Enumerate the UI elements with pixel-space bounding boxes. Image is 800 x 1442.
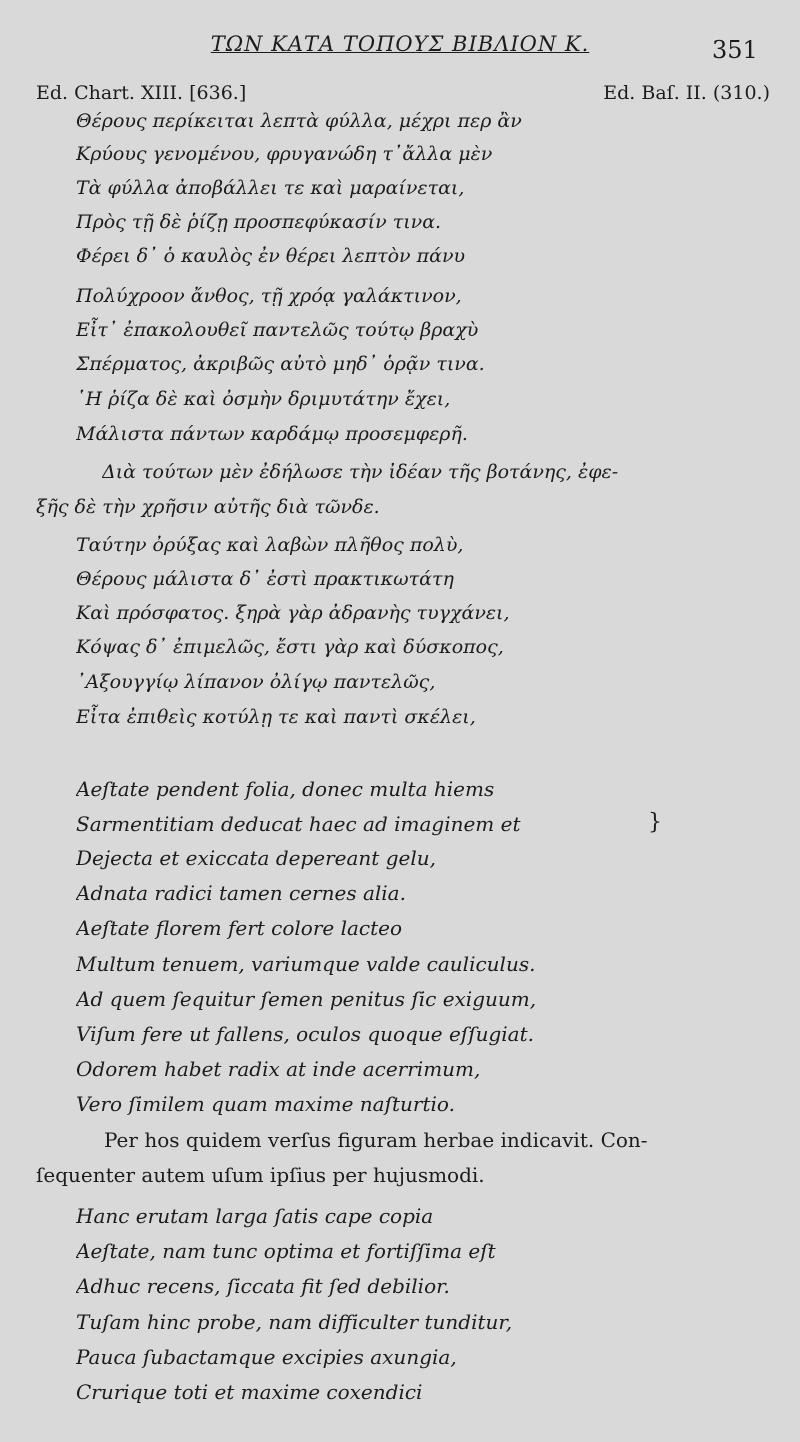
greek-verse-line: ᾿Αξουγγίῳ λίπανον ὀλίγῳ παντελῶς, (76, 671, 436, 693)
greek-verse-line: Εἶτα ἐπιθεὶς κοτύλῃ τε καὶ παντὶ σκέλει, (76, 706, 476, 728)
greek-prose-line: ξῆς δὲ τὴν χρῆσιν αὐτῆς διὰ τῶνδε. (36, 496, 380, 518)
greek-prose-line: Διὰ τούτων μὲν ἐδήλωσε τὴν ἰδέαν τῆς βοτάνης, ἐφε- (102, 461, 619, 483)
greek-verse-line: Ταύτην ὀρύξας καὶ λαβὼν πλῆθος πολὺ, (76, 534, 464, 556)
greek-verse-line: Μάλιστα πάντων καρδάμῳ προσεμφερῆ. (76, 423, 468, 445)
greek-verse-line: Θέρους μάλιστα δ᾽ ἐστὶ πρακτικωτάτη (76, 568, 454, 590)
edition-reference-left: Ed. Chart. XIII. [636.] (36, 82, 247, 104)
greek-verse-line: ῾Η ῥίζα δὲ καὶ ὀσμὴν δριμυτάτην ἔχει, (76, 388, 451, 410)
latin-verse-line: Tuſam hinc probe, nam difficulter tunditur, (76, 1310, 513, 1334)
latin-prose-line: Per hos quidem verſus figuram herbae indicavit. Con- (104, 1128, 648, 1152)
greek-verse-line: Εἶτ᾽ ἐπακολουθεῖ παντελῶς τούτῳ βραχὺ (76, 319, 479, 341)
latin-verse-line: Hanc erutam larga ſatis cape copia (76, 1204, 434, 1228)
running-title: ΤΩΝ ΚΑΤΑ ΤΟΠΟΥΣ ΒΙΒΛΙΟΝ Κ. (210, 32, 590, 56)
greek-verse-line: Σπέρματος, ἀκριβῶς αὐτὸ μηδ᾽ ὁρᾷν τινα. (76, 353, 485, 375)
latin-verse-line: Aeſtate florem fert colore lacteo (76, 916, 403, 940)
greek-verse-line: Πρὸς τῇ δὲ ῥίζῃ προσπεφύκασίν τινα. (76, 211, 442, 233)
latin-verse-line: Multum tenuem, variumque valde cauliculus. (76, 952, 536, 976)
latin-verse-line: Crurique toti et maxime coxendici (76, 1380, 423, 1404)
greek-verse-line: Θέρους περίκειται λεπτὰ φύλλα, μέχρι περ ἂν (76, 110, 522, 132)
latin-verse-line: Dejecta et exiccata depereant gelu, (76, 846, 436, 870)
latin-verse-line: Odorem habet radix at inde acerrimum, (76, 1057, 481, 1081)
greek-verse-line: Φέρει δ᾽ ὁ καυλὸς ἐν θέρει λεπτὸν πάνυ (76, 245, 466, 267)
latin-verse-line: Aeſtate, nam tunc optima et fortiſſima eſt (76, 1239, 496, 1263)
latin-verse-line: Viſum fere ut fallens, oculos quoque eſſugiat. (76, 1022, 534, 1046)
edition-reference-right: Ed. Baſ. II. (310.) (603, 82, 770, 104)
latin-prose-line: ſequenter autem uſum ipſius per hujusmodi. (36, 1163, 485, 1187)
latin-verse-line: Pauca ſubactamque excipies axungia, (76, 1345, 457, 1369)
latin-verse-line: Sarmentitiam deducat haec ad imaginem et (76, 812, 521, 836)
greek-verse-line: Κρύους γενομένου, φρυγανώδη τ᾽ἄλλα μὲν (76, 143, 493, 165)
latin-verse-line: Adhuc recens, ſiccata fit ſed debilior. (76, 1274, 450, 1298)
greek-verse-line: Πολύχροον ἄνθος, τῇ χρόᾳ γαλάκτινον, (76, 285, 462, 307)
page-number: 351 (712, 36, 758, 64)
greek-verse-line: Καὶ πρόσφατος. ξηρὰ γὰρ ἀδρανὴς τυγχάνει, (76, 602, 510, 624)
latin-verse-line: Vero ſimilem quam maxime naſturtio. (76, 1092, 455, 1116)
greek-verse-line: Κόψας δ᾽ ἐπιμελῶς, ἔστι γὰρ καὶ δύσκοπος, (76, 636, 504, 658)
latin-verse-line: Aeſtate pendent folia, donec multa hiems (76, 777, 495, 801)
greek-verse-line: Τὰ φύλλα ἀποβάλλει τε καὶ μαραίνεται, (76, 177, 465, 199)
verse-bracket: } (648, 810, 662, 835)
latin-verse-line: Adnata radici tamen cernes alia. (76, 881, 406, 905)
latin-verse-line: Ad quem ſequitur ſemen penitus ſic exiguum, (76, 987, 537, 1011)
